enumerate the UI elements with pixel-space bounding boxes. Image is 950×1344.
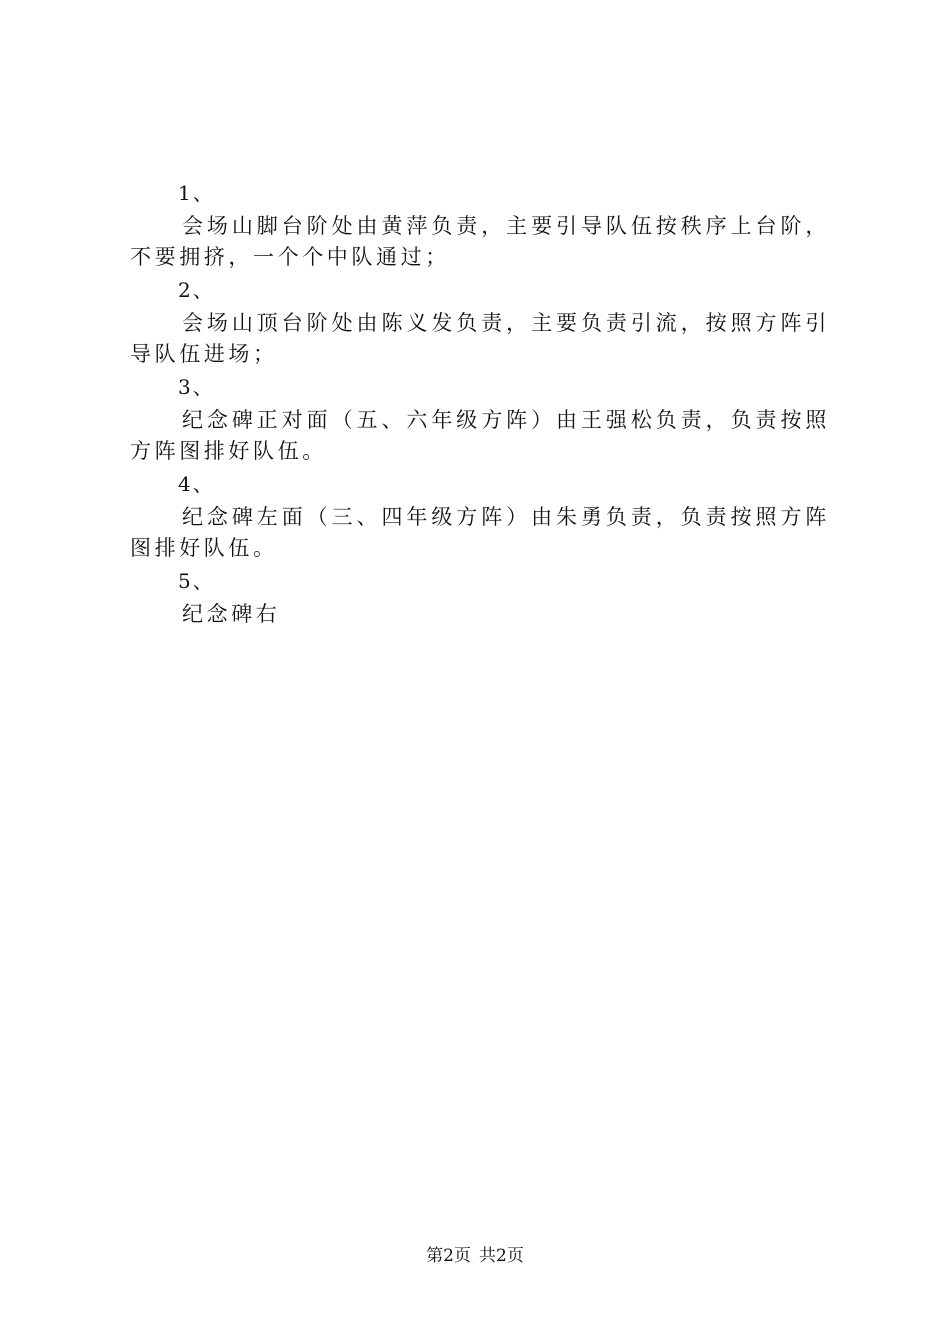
page-footer [0,1245,950,1267]
item-number: 1、 [178,181,215,205]
item-text: 纪念碑左面（三、四年级方阵）由朱勇负责，负责按照方阵图排好队伍。 [130,505,830,560]
item-text: 纪念碑正对面（五、六年级方阵）由王强松负责，负责按照方阵图排好队伍。 [130,408,830,463]
item-number: 3、 [178,375,215,399]
item-number: 5、 [178,569,215,593]
item-number: 4、 [178,472,215,496]
item-text: 会场山脚台阶处由黄萍负责，主要引导队伍按秩序上台阶，不要拥挤，一个个中队通过； [130,214,830,269]
item-number: 2、 [178,278,215,302]
document-body [130,176,830,630]
page-total: 共2页 [479,1246,524,1266]
page-number: 第2页 [426,1246,471,1266]
item-text: 会场山顶台阶处由陈义发负责，主要负责引流，按照方阵引导队伍进场； [130,311,830,366]
item-text: 纪念碑右 [182,602,281,626]
